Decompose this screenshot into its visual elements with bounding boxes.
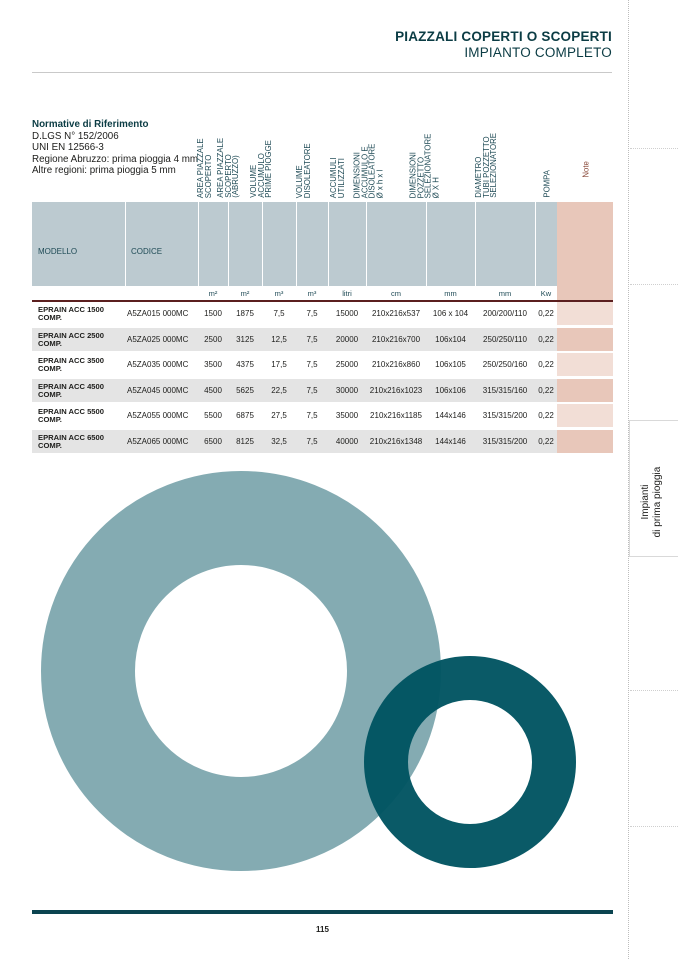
cell-model-line: COMP.	[38, 415, 62, 425]
cell-model-line: EPRAIN ACC 6500	[38, 432, 104, 442]
cell-dim1: 210x216x860	[371, 360, 421, 369]
cell-disol: 7,5	[306, 334, 318, 344]
col-header-line: VOLUME	[249, 165, 259, 198]
unit-area-abruzzo: m²	[240, 289, 250, 298]
cell-diam: 200/200/110	[483, 309, 527, 318]
cell-dim1: 210x216x1023	[369, 385, 423, 395]
footer-rule	[32, 910, 613, 914]
cell-code: A5ZA065 000MC	[127, 436, 189, 446]
unit-accumuli: litri	[342, 289, 352, 298]
col-header-line: DIMENSIONI	[352, 151, 362, 198]
cell-diam: 315/315/200	[482, 411, 528, 420]
cell-volume: 12,5	[271, 334, 287, 344]
cell-volume: 17,5	[271, 360, 287, 369]
norms-line: UNI EN 12566-3	[32, 142, 104, 154]
cell-dim1: 210x216x1348	[369, 436, 423, 446]
cell-diam: 250/250/110	[483, 334, 527, 344]
cell-pompa: 0,22	[538, 436, 554, 446]
cell-code: A5ZA025 000MC	[127, 334, 189, 344]
cell-area1: 5500	[204, 411, 222, 420]
side-tab-line-1: Impianti	[640, 484, 651, 520]
unit-volume: m³	[274, 289, 284, 298]
page-title-main: PIAZZALI COPERTI O SCOPERTI	[395, 29, 612, 44]
cell-model-line: EPRAIN ACC 4500	[38, 381, 104, 391]
col-header-line: ACCUMULO E	[360, 146, 370, 198]
cell-code: A5ZA015 000MC	[127, 309, 189, 318]
norms-line: Regione Abruzzo: prima pioggia 4 mm	[32, 153, 199, 165]
cell-area1: 1500	[204, 309, 222, 318]
cell-dim2: 106 x 104	[432, 309, 469, 318]
cell-accum: 15000	[335, 309, 359, 318]
unit-area: m²	[208, 289, 218, 298]
cell-area2: 6875	[236, 411, 254, 420]
side-tab-line-2: di prima pioggia	[652, 466, 663, 538]
cell-dim1: 210x216x700	[371, 334, 421, 344]
cell-accum: 20000	[335, 334, 359, 344]
cell-disol: 7,5	[306, 385, 318, 395]
cell-dim2: 144x146	[435, 411, 466, 420]
cell-area2: 4375	[236, 360, 254, 369]
unit-dimensioni-pozzetto: mm	[444, 289, 457, 298]
cell-dim2: 106x106	[435, 385, 466, 395]
col-header-line: SELEZIONATORE	[423, 133, 433, 198]
cell-dim1: 210x216x537	[371, 309, 421, 318]
col-header-line: DIMENSIONI	[408, 151, 418, 198]
norms-heading: Normative di Riferimento	[32, 119, 149, 130]
cell-area1: 6500	[204, 436, 222, 446]
cell-accum: 25000	[335, 360, 359, 369]
col-header-line: DISOLEATORE	[367, 143, 377, 198]
large-ring-graphic	[88, 518, 394, 824]
cell-model-line: EPRAIN ACC 3500	[38, 356, 104, 365]
cell-dim2: 106x105	[435, 360, 466, 369]
col-header-line: DIAMETRO	[474, 156, 484, 198]
cell-area2: 1875	[236, 309, 254, 318]
cell-volume: 32,5	[271, 436, 287, 446]
col-header-line: POZZETTO	[416, 156, 426, 198]
norms-line: Altre regioni: prima pioggia 5 mm	[32, 165, 176, 177]
col-header-line: VOLUME	[294, 165, 304, 198]
cell-pompa: 0,22	[538, 411, 554, 420]
unit-disoleatore: m³	[307, 289, 317, 298]
cell-dim2: 106x104	[435, 334, 466, 344]
cell-disol: 7,5	[306, 360, 318, 369]
cell-pompa: 0,22	[538, 309, 554, 318]
cell-diam: 315/315/200	[482, 436, 528, 446]
col-header-line: (ABRUZZO)	[231, 155, 241, 198]
cell-pompa: 0,22	[538, 334, 554, 344]
col-header-line: SELEZIONATORE	[489, 133, 499, 198]
col-header-line: TUBI POZZETTO	[481, 136, 491, 198]
cell-model-line: EPRAIN ACC 2500	[38, 330, 104, 340]
cell-area2: 5625	[236, 385, 254, 395]
cell-accum: 40000	[335, 436, 359, 446]
col-header-modello: MODELLO	[38, 247, 78, 256]
cell-model-line: COMP.	[38, 389, 62, 399]
cell-disol: 7,5	[306, 309, 318, 318]
cell-code: A5ZA055 000MC	[127, 411, 189, 420]
unit-diametro: mm	[498, 289, 512, 298]
norms-line: D.LGS N° 152/2006	[32, 130, 119, 142]
cell-model-line: COMP.	[38, 338, 62, 348]
cell-accum: 35000	[335, 411, 359, 420]
cell-pompa: 0,22	[538, 360, 554, 369]
cell-diam: 250/250/160	[482, 360, 528, 369]
col-header-line: Note	[581, 161, 591, 178]
col-header-codice: CODICE	[131, 247, 163, 256]
cell-pompa: 0,22	[538, 385, 554, 395]
cell-volume: 27,5	[271, 411, 287, 420]
page-subtitle: IMPIANTO COMPLETO	[464, 45, 612, 60]
cell-code: A5ZA035 000MC	[127, 360, 189, 369]
unit-pompa: Kw	[540, 289, 552, 298]
cell-area2: 8125	[236, 436, 254, 446]
cell-area1: 4500	[204, 385, 222, 395]
col-header-line: ACCUMULI	[328, 157, 338, 198]
cell-volume: 22,5	[271, 385, 287, 395]
col-header-line: ACCUMULO	[256, 153, 266, 198]
col-header-line: Ø x h x l	[375, 169, 385, 198]
cell-accum: 30000	[335, 385, 359, 395]
col-header-line: AREA PIAZZALE	[195, 138, 205, 198]
cell-model-line: COMP.	[38, 440, 62, 450]
col-header-line: SCOPERTO	[203, 154, 213, 198]
cell-model-line: COMP.	[38, 313, 62, 323]
cell-area1: 2500	[204, 334, 222, 344]
cell-dim2: 144x146	[435, 436, 466, 446]
col-header-line: SCOPERTO	[223, 154, 233, 198]
cell-model-line: EPRAIN ACC 5500	[38, 407, 104, 416]
cell-dim1: 210x216x1185	[370, 411, 422, 420]
cell-diam: 315/315/160	[482, 385, 528, 395]
cell-disol: 7,5	[306, 436, 318, 446]
col-header-line: PRIME PIOGGE	[264, 140, 274, 198]
cell-model-line: COMP.	[38, 364, 62, 374]
cell-volume: 7,5	[273, 309, 285, 318]
col-header-line: UTILIZZATI	[336, 157, 346, 198]
unit-dimensioni-accumulo: cm	[391, 289, 401, 298]
col-header-line: AREA PIAZZALE	[216, 138, 226, 198]
cell-code: A5ZA045 000MC	[127, 385, 189, 395]
col-header-line: POMPA	[542, 170, 552, 198]
cell-area2: 3125	[236, 334, 254, 344]
cell-area1: 3500	[204, 360, 222, 369]
cell-disol: 7,5	[306, 411, 318, 420]
cell-model-line: EPRAIN ACC 1500	[38, 305, 104, 314]
page-number: 115	[316, 925, 329, 934]
col-header-line: Ø X H	[431, 176, 441, 198]
col-header-line: DISOLEATORE	[302, 143, 312, 198]
